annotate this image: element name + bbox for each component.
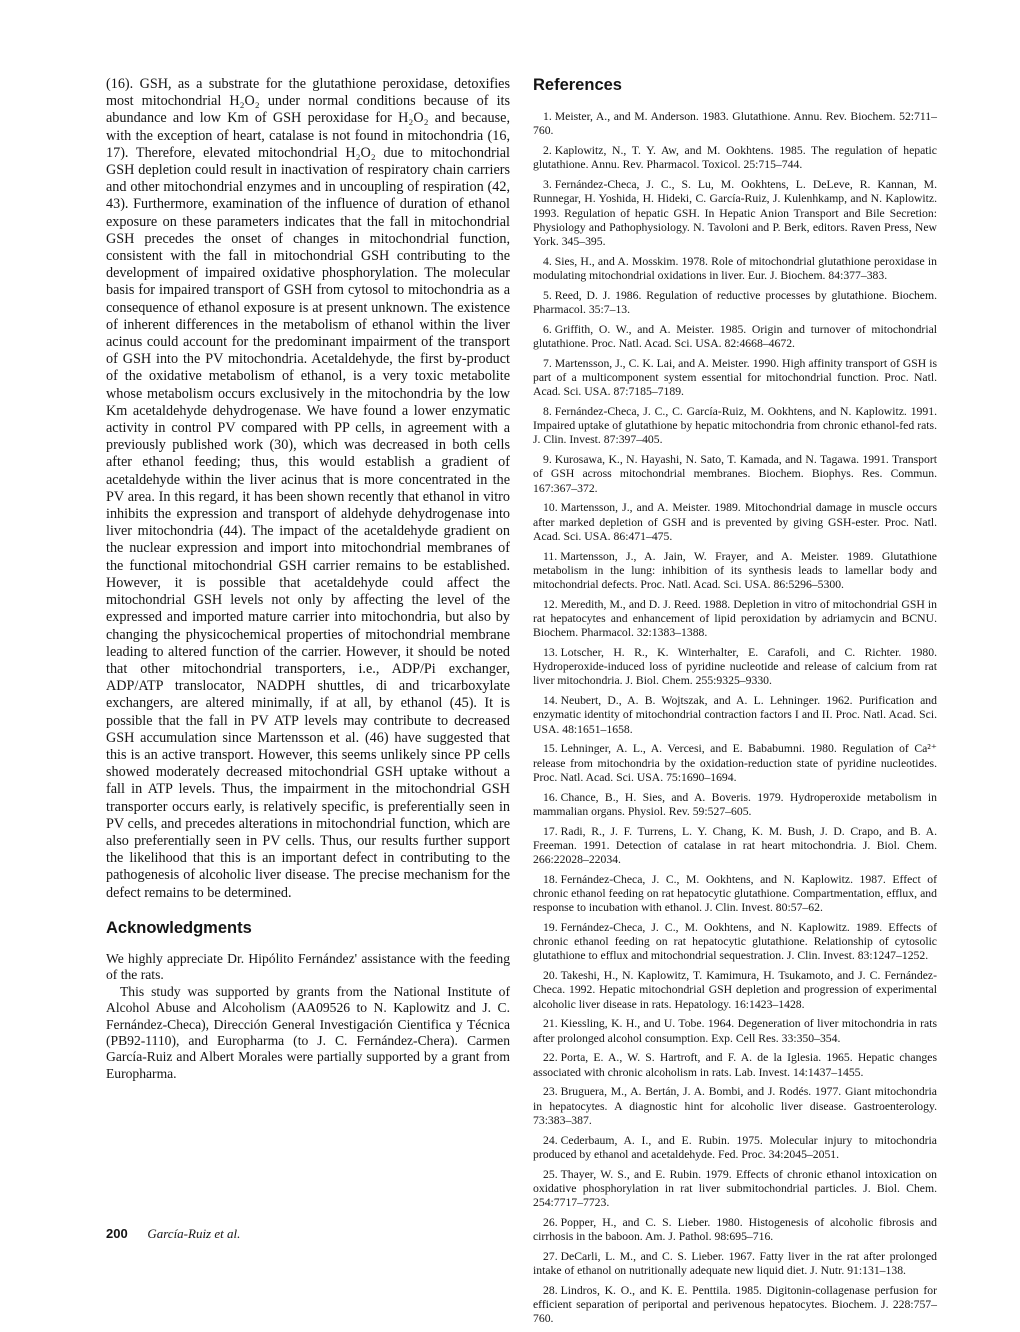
reference-text: Takeshi, H., N. Kaplowitz, T. Kamimura, H. Tsukamoto, and J. C. Fernández-Checa. 1992. Hepatic mitochondrial GSH depletion and progression of experimental alcoholic liver disease in rats. Hepatology. 16:1423–1428. [533,969,937,1011]
reference-item [533,550,937,593]
reference-number: 24. [543,1133,558,1147]
reference-text: Reed, D. J. 1986. Regulation of reductive processes by glutathione. Biochem. Pharmacol. 35:7–13. [533,288,937,317]
reference-text: Popper, H., and C. S. Lieber. 1980. Histogenesis of alcoholic fibrosis and cirrhosis in the baboon. Am. J. Pathol. 98:695–716. [533,1215,937,1244]
reference-number: 16. [543,790,558,804]
reference-number: 20. [543,969,558,983]
right-column [533,78,937,1332]
reference-number: 3. [543,178,552,192]
reference-text: Porta, E. A., W. S. Hartroft, and F. A. de la Iglesia. 1965. Hepatic changes associated with chronic alcoholism in rats. Lab. Invest. 14:1437–1455. [533,1051,937,1079]
reference-text: Cederbaum, A. I., and E. Rubin. 1975. Molecular injury to mitochondria produced by ethanol and acetaldehyde. Fed. Proc. 34:2045–2051. [533,1133,937,1161]
reference-number: 17. [543,824,558,838]
reference-number: 5. [543,288,552,302]
reference-item [533,1250,937,1278]
reference-number: 9. [543,453,552,467]
acknowledgments-heading: Acknowledgments [106,918,252,937]
reference-number: 28. [543,1283,558,1297]
reference-number: 22. [543,1051,558,1065]
reference-text: Chance, B., H. Sies, and A. Boveris. 1979. Hydroperoxide metabolism in mammalian organs. Physiol. Rev. 59:527–605. [533,790,937,818]
reference-number: 25. [543,1167,558,1181]
reference-number: 15. [543,742,558,756]
reference-text: Lindros, K. O., and K. E. Penttila. 1985. Digitonin-collagenase perfusion for efficient separation of periportal and perivenous hepatocytes. Biochem. J. 228:757–760. [533,1283,937,1326]
reference-item [533,921,937,964]
reference-text: Fernández-Checa, J. C., C. García-Ruiz, M. Ookhtens, and N. Kaplowitz. 1991. Impaired uptake of glutathione by hepatic mitochondria from chronic ethanol-fed rats. J. Clin. Invest. 87:397–405. [533,405,937,447]
references-heading: References [533,76,622,94]
reference-number: 14. [543,694,558,708]
reference-item [533,1168,937,1211]
reference-item [533,323,937,351]
reference-number: 6. [543,322,552,336]
reference-text: Neubert, D., A. B. Wojtszak, and A. L. Lehninger. 1962. Purification and enzymatic identity of mitochondrial contraction factors I and II. Proc. Natl. Acad. Sci. USA. 48:1651–1658. [533,694,937,736]
reference-item [533,598,937,641]
reference-text: Griffith, O. W., and A. Meister. 1985. Origin and turnover of mitochondrial glutathione. Proc. Natl. Acad. Sci. USA. 82:4668–4672. [533,322,937,351]
reference-number: 2. [543,144,552,158]
reference-number: 23. [543,1085,558,1099]
reference-item [533,694,937,737]
reference-item [533,405,937,448]
reference-item [533,873,937,916]
reference-number: 27. [543,1249,558,1263]
body-paragraph: (16). GSH, as a substrate for the glutathione peroxidase, detoxifies most mitochondrial H₂O₂ under normal conditions because of its abundance and low Km of GSH peroxidase for H₂O₂ and because, with the exception of heart, catalase is not found in mitochondria (16, 17). Therefore, elevated mitochondrial H₂O₂ due to mitochondrial GSH depletion could result in inactivation of respiratory chain carriers and other mitochondrial enzymes and in uncoupling of respiration (42, 43). Furthermore, examination of the influence of duration of ethanol exposure on these parameters indicates that the fall in mitochondrial GSH precedes the onset of changes in mitochondrial function, consistent with the fall in mitochondrial GSH contributing to the development of impaired oxidative phosphorylation. The molecular basis for impaired transport of GSH from cytosol to mitochondria as a consequence of ethanol exposure is at present unknown. The existence of inherent differences in the metabolism of ethanol within the liver acinus could account for the predominant impairment of the transport of GSH into the PV mitochondria. Acetaldehyde, the first by-product of the oxidative metabolism of ethanol, is a very toxic metabolite whose metabolism occurs exclusively in the mitochondria by the low Km acetaldehyde dehydrogenase. We have found a lower enzymatic activity in control PV compared with PP cells, in agreement with a previously published work (30), which was decreased in both cells after ethanol feeding; thus, this would establish a gradient of acetaldehyde within the liver acinus that is more concentrated in the PV area. In this regard, it has been shown recently that ethanol in vitro inhibits the expression and transport of aldehyde dehydrogenase into liver mitochondria (44). The impact of the acetaldehyde gradient on the nuclear expression and import into mitochondrial membranes of the functional mitochondrial GSH carrier remains to be established. However, it is possible that acetaldehyde could affect the mitochondrial GSH levels not only by affecting the level of the expressed and imported mature carrier into mitochondria, but also by changing the physicochemical properties of mitochondrial membrane leading to altered function of the carrier. However, it should be noted that other mitochondrial transporters, i.e., ADP/Pi exchanger, ADP/ATP translocator, NADPH shuttles, di and tricarboxylate exchangers, are altered minimally, if at all, by ethanol (45). It is possible that the fall in PV ATP levels may contribute to decreased GSH accumulation since Martensson et al. (46) have suggested that this is an active transport. However, this seems unlikely since PP cells showed moderately decreased mitochondrial GSH uptake without a fall in ATP levels. Thus, the impairment in the mitochondrial GSH transporter occurs early, is relatively specific, is preferentially seen in PV cells, and precedes alterations in mitochondrial function, which are also preferentially seen in PV cells. Thus, our results further support the likelihood that this is an important defect in contributing to the pathogenesis of alcoholic liver disease. The precise mechanism for the defect remains to be determined. [106,76,510,901]
reference-item [533,791,937,819]
reference-text: Fernández-Checa, J. C., M. Ookhtens, and N. Kaplowitz. 1989. Effects of chronic ethanol feeding on rat hepatocytic glutathione. Relationship of cytosolic glutathione to efflux and mitochondrial sequestration. J. Clin. Invest. 83:1247–1252. [533,921,937,963]
reference-number: 11. [543,549,558,563]
reference-text: Kaplowitz, N., T. Y. Aw, and M. Ookhtens. 1985. The regulation of hepatic glutathione. Annu. Rev. Pharmacol. Toxicol. 25:715–744. [533,144,937,172]
reference-text: Fernández-Checa, J. C., S. Lu, M. Ookhtens, L. DeLeve, R. Kannan, M. Runnegar, H. Yoshida, H. Hideki, C. García-Ruiz, J. Kulenhkamp, and N. Kaplowitz. 1993. Regulation of hepatic GSH. In Hepatic Anion Transport and Bile Secretion: Physiology and Pathophysiology. N. Tavoloni and P. Berk, editors. Raven Press, New York. 345–395. [533,178,937,249]
reference-item [533,825,937,868]
reference-number: 4. [543,254,552,268]
reference-text: Sies, H., and A. Mosskim. 1978. Role of mitochondrial glutathione peroxidase in modulating mitochondrial oxidations in liver. Eur. J. Biochem. 84:377–383. [533,254,937,283]
reference-text: Lehninger, A. L., A. Vercesi, and E. Bababumni. 1980. Regulation of Ca²⁺ release from mitochondria by the oxidation-reduction state of pyridine nucleotides. Proc. Natl. Acad. Sci. USA. 75:1690–1694. [533,742,937,784]
reference-text: Martensson, J., C. K. Lai, and A. Meister. 1990. High affinity transport of GSH is part of a multicomponent system essential for mitochondrial function. Proc. Natl. Acad. Sci. USA. 87:7185–7189. [533,356,937,399]
reference-number: 8. [543,405,552,419]
reference-text: Lotscher, H. R., K. Winterhalter, E. Carafoli, and C. Richter. 1980. Hydroperoxide-induced loss of pyridine nucleotide and release of calcium from rat liver mitochondria. J. Biol. Chem. 255:9325–9330. [533,646,937,688]
reference-item [533,289,937,317]
reference-text: Kurosawa, K., N. Hayashi, N. Sato, T. Kamada, and N. Tagawa. 1991. Transport of GSH across mitochondrial membranes. Biochem. Biophys. Res. Commun. 167:367–372. [533,453,937,495]
reference-text: Martensson, J., A. Jain, W. Frayer, and A. Meister. 1989. Glutathione metabolism in the lung: inhibition of its synthesis leads to lamellar body and mitochondrial defects. Proc. Natl. Acad. Sci. USA. 86:5296–5300. [533,549,937,592]
reference-item [533,110,937,138]
reference-number: 7. [543,356,552,370]
running-authors: García-Ruiz et al. [147,1226,241,1241]
reference-text: Meister, A., and M. Anderson. 1983. Glutathione. Annu. Rev. Biochem. 52:711–760. [533,110,937,138]
reference-text: Fernández-Checa, J. C., M. Ookhtens, and N. Kaplowitz. 1987. Effect of chronic ethanol feeding on rat hepatocytic glutathione. Compartmentation, efflux, and response to incubation with ethanol. J. Clin. Invest. 80:57–62. [533,872,937,915]
reference-number: 21. [543,1017,558,1031]
reference-item [533,1216,937,1244]
reference-item [533,1051,937,1079]
reference-list [533,110,937,1326]
reference-item [533,646,937,689]
reference-item [533,1017,937,1045]
reference-item [533,144,937,172]
reference-text: Meredith, M., and D. J. Reed. 1988. Depletion in vitro of mitochondrial GSH in rat hepatocytes and enhancement of lipid peroxidation by adriamycin and BCNU. Biochem. Pharmacol. 32:1383–1388. [533,597,937,640]
reference-text: Radi, R., J. F. Turrens, L. Y. Chang, K. M. Bush, J. D. Crapo, and B. A. Freeman. 1991. Detection of catalase in rat heart mitochondria. J. Biol. Chem. 266:22028–22034. [533,824,937,867]
reference-number: 10. [543,501,558,515]
acknowledgments-section [106,951,510,1082]
reference-text: Thayer, W. S., and E. Rubin. 1979. Effects of chronic ethanol intoxication on oxidative phosphorylation in rat liver submitochondrial particles. J. Biol. Chem. 254:7717–7723. [533,1167,937,1210]
reference-text: Kiessling, K. H., and U. Tobe. 1964. Degeneration of liver mitochondria in rats after prolonged alcohol consumption. Exp. Cell Res. 33:350–354. [533,1017,937,1045]
reference-item [533,1284,937,1327]
reference-number: 1. [543,110,552,124]
reference-text: Bruguera, M., A. Bertán, J. A. Bombi, and J. Rodés. 1977. Giant mitochondria in hepatocytes. A diagnostic hint for alcoholic liver disease. Gastroenterology. 73:383–387. [533,1085,937,1127]
reference-item [533,1085,937,1128]
reference-item [533,255,937,283]
page-number: 200 [106,1226,128,1241]
reference-item [533,969,937,1012]
reference-item [533,1134,937,1162]
reference-text: Martensson, J., and A. Meister. 1989. Mitochondrial damage in muscle occurs after marked depletion of GSH and is prevented by giving GSH-ester. Proc. Natl. Acad. Sci. USA. 86:471–475. [533,501,937,543]
reference-text: DeCarli, L. M., and C. S. Lieber. 1967. Fatty liver in the rat after prolonged intake of ethanol on nutritionally adequate new liquid diet. J. Nutr. 91:131–138. [533,1249,937,1278]
reference-item [533,357,937,400]
reference-number: 26. [543,1215,558,1229]
reference-number: 18. [543,872,558,886]
reference-item [533,501,937,544]
reference-item [533,742,937,785]
reference-number: 13. [543,646,558,660]
page-footer [106,1226,240,1242]
reference-item [533,453,937,496]
reference-number: 12. [543,597,558,611]
reference-item [533,178,937,249]
funding-paragraph: This study was supported by grants from the National Institute of Alcohol Abuse and Alcoholism (AA09526 to N. Kaplowitz and J. C. Fernández-Checa), Dirección General Investigación Cientifica y Técnica (PB92-1110), and Europharma (to J. C. Fernández-Chera). Carmen García-Ruiz and Albert Morales were partially supported by a grant from Europharma. [106,983,510,1081]
left-column [106,76,510,1082]
reference-number: 19. [543,921,558,935]
acknowledgments-paragraph: We highly appreciate Dr. Hipólito Fernández' assistance with the feeding of the rats. [106,950,510,983]
